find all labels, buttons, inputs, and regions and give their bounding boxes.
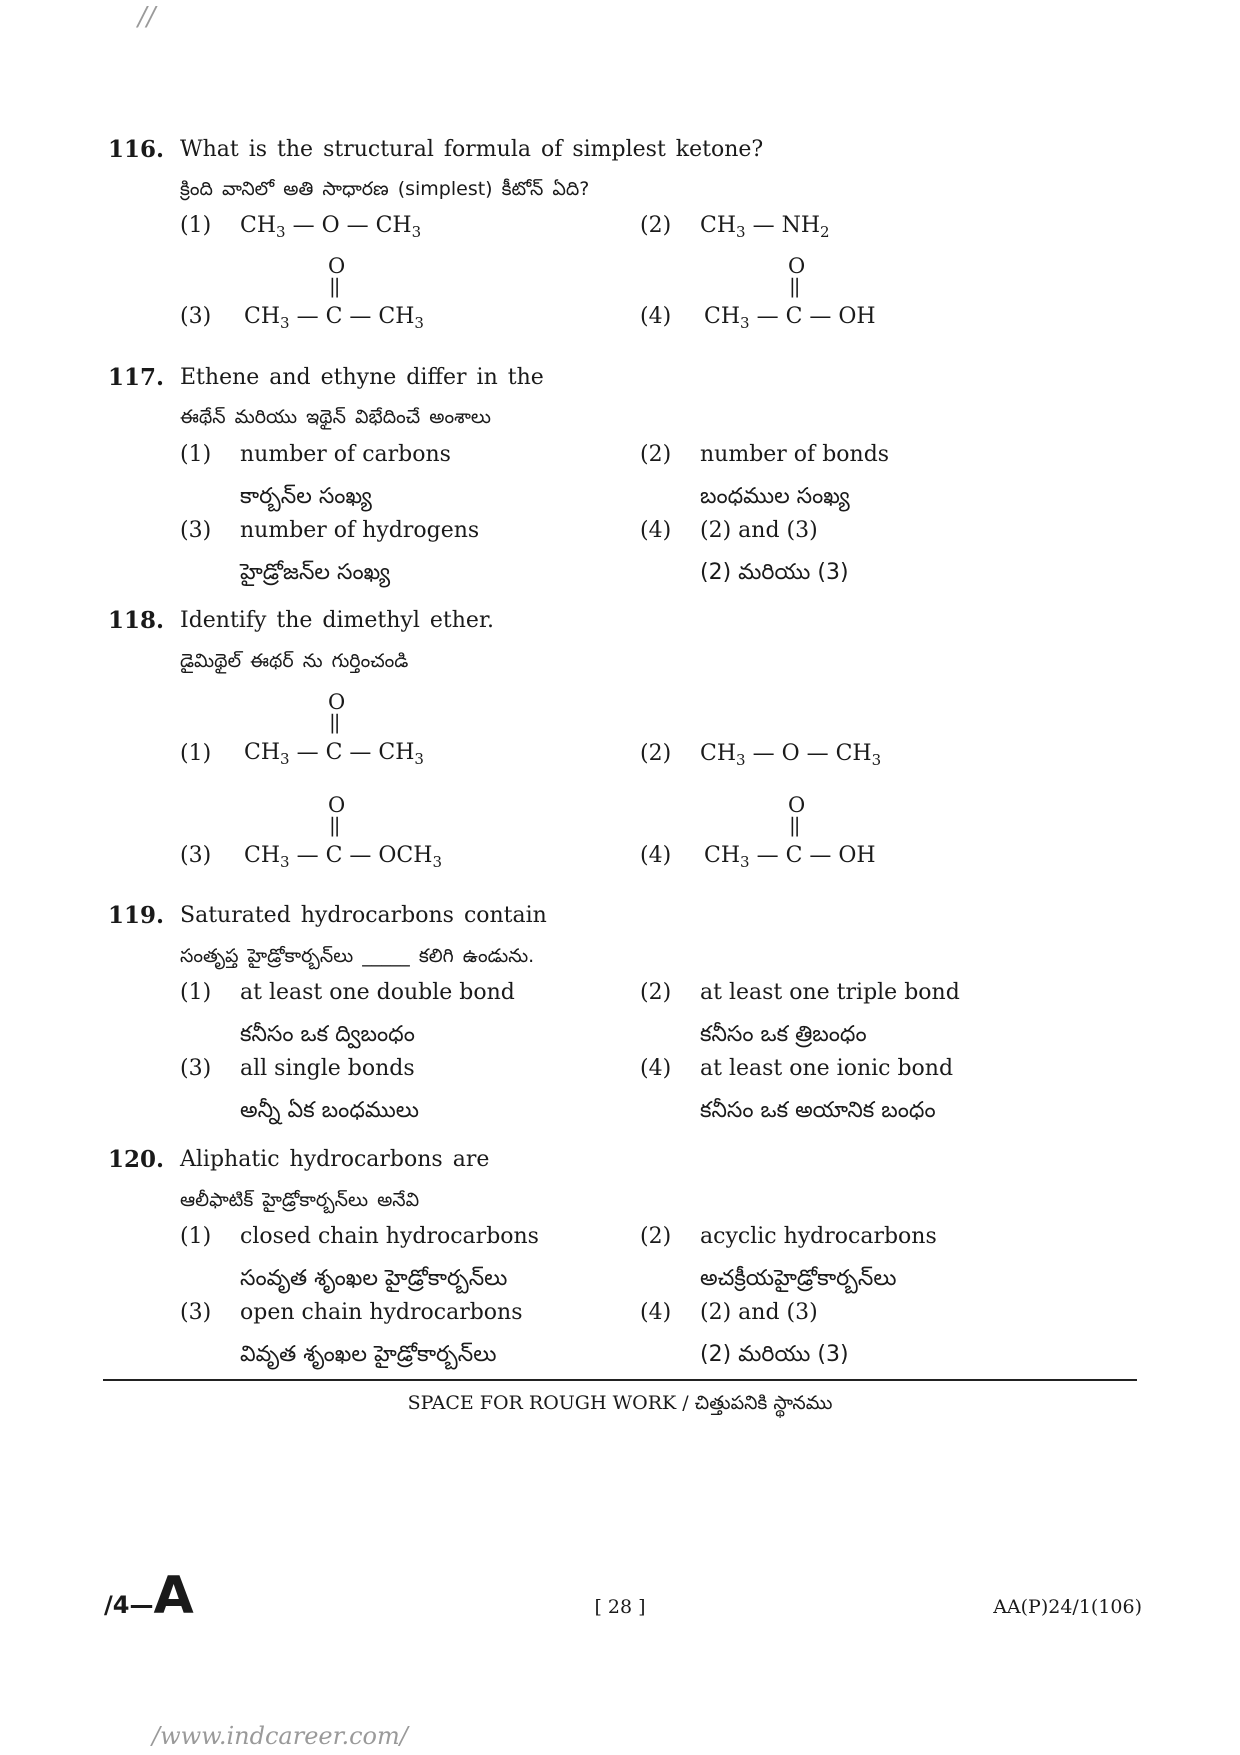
question-number: 119. <box>108 902 165 929</box>
option-number: (1) <box>180 980 212 1005</box>
option-text-te: కనీసం ఒక అయానిక బంధం <box>700 1098 936 1123</box>
page-number: [ 28 ] <box>594 1596 646 1618</box>
option-number: (4) <box>640 304 672 329</box>
option-text-en: all single bonds <box>240 1056 415 1081</box>
option-text-en: closed chain hydrocarbons <box>240 1224 539 1249</box>
question-text-en: Identify the dimethyl ether. <box>180 608 495 633</box>
formula-line: $CH_3$ — C — $CH_3$ <box>244 740 424 768</box>
option-text-te: కనీసం ఒక త్రిబంధం <box>700 1022 867 1047</box>
option-number: (3) <box>180 518 212 543</box>
option-text-te: (2) మరియు (3) <box>700 560 849 585</box>
option-text-te: కనీసం ఒక ద్విబంధం <box>240 1022 415 1047</box>
option-text-te: బంధముల సంఖ్య <box>700 484 850 509</box>
carbonyl-oxygen: O <box>328 690 346 714</box>
structural-formula <box>244 793 444 873</box>
option-formula: $CH_3$ — O — $CH_3$ <box>240 213 422 241</box>
question-text-en: Saturated hydrocarbons contain <box>180 903 547 928</box>
option-text-te: హైడ్రోజన్‌ల సంఖ్య <box>240 560 391 585</box>
corner-mark: // <box>138 2 156 32</box>
double-bond: || <box>789 274 799 298</box>
option-text-en: at least one triple bond <box>700 980 960 1005</box>
option-number: (1) <box>180 213 212 238</box>
question-number: 120. <box>108 1146 165 1173</box>
structural-formula <box>704 254 904 334</box>
option-text-te: వివృత శృంఖల హైడ్రోకార్బన్‌లు <box>240 1342 497 1367</box>
option-text-te: కార్బన్‌ల సంఖ్య <box>240 484 372 509</box>
option-text-en: acyclic hydrocarbons <box>700 1224 937 1249</box>
double-bond: || <box>329 710 339 734</box>
option-number: (2) <box>640 980 672 1005</box>
booklet-letter: A <box>153 1566 194 1626</box>
question-number: 116. <box>108 136 165 163</box>
booklet-code: AA(P)24/1(106) <box>993 1596 1142 1618</box>
option-text-en: number of carbons <box>240 442 451 467</box>
formula-line: $CH_3$ — C — $CH_3$ <box>244 304 424 332</box>
question-text-te: డైమిథైల్ ఈథర్ ను గుర్తించండి <box>180 650 409 672</box>
option-text-en: number of hydrogens <box>240 518 480 543</box>
carbonyl-oxygen: O <box>788 793 806 817</box>
option-number: (3) <box>180 1056 212 1081</box>
option-number: (4) <box>640 1300 672 1325</box>
option-text-en: (2) and (3) <box>700 1300 818 1325</box>
question-text-te: ఈథేన్ మరియు ఇథైన్ విభేదించే అంశాలు <box>180 406 491 428</box>
question-text-en: What is the structural formula of simplest ketone? <box>180 137 764 162</box>
option-number: (2) <box>640 1224 672 1249</box>
option-number: (1) <box>180 741 212 766</box>
option-text-te: (2) మరియు (3) <box>700 1342 849 1367</box>
carbonyl-oxygen: O <box>788 254 806 278</box>
carbonyl-oxygen: O <box>328 254 346 278</box>
option-text-en: at least one ionic bond <box>700 1056 954 1081</box>
option-number: (3) <box>180 1300 212 1325</box>
question-number: 118. <box>108 607 165 634</box>
option-number: (2) <box>640 213 672 238</box>
question-text-en: Ethene and ethyne differ in the <box>180 365 544 390</box>
option-text-te: అచక్రీయహైడ్రోకార్బన్‌లు <box>700 1266 897 1291</box>
double-bond: || <box>789 813 799 837</box>
section-divider <box>103 1379 1137 1381</box>
formula-line: $CH_3$ — C — OH <box>704 843 876 871</box>
formula-line: $CH_3$ — C — OH <box>704 304 876 332</box>
option-text-te: అన్నీ ఏక బంధములు <box>240 1098 419 1123</box>
option-text-en: open chain hydrocarbons <box>240 1300 523 1325</box>
question-text-en: Aliphatic hydrocarbons are <box>180 1147 490 1172</box>
watermark-url: /www.indcareer.com/ <box>152 1722 408 1750</box>
option-text-en: number of bonds <box>700 442 890 467</box>
option-number: (1) <box>180 1224 212 1249</box>
question-text-te: సంతృప్త హైడ్రోకార్బన్‌లు _____ కలిగి ఉండును. <box>180 945 535 967</box>
option-text-en: (2) and (3) <box>700 518 818 543</box>
booklet-prefix: /4— <box>104 1591 154 1619</box>
question-text-te: క్రింది వానిలో అతి సాధారణ (simplest) కీటోన్ ఏది? <box>180 178 590 200</box>
option-number: (3) <box>180 304 212 329</box>
structural-formula <box>244 690 444 770</box>
rough-work-label: SPACE FOR ROUGH WORK / చిత్తుపనికి స్థానము <box>407 1392 833 1414</box>
structural-formula <box>704 793 904 873</box>
option-text-te: సంవృత శృంఖల హైడ్రోకార్బన్‌లు <box>240 1266 508 1291</box>
option-number: (4) <box>640 1056 672 1081</box>
option-formula: $CH_3$ — $NH_2$ <box>700 213 830 241</box>
double-bond: || <box>329 274 339 298</box>
formula-line: $CH_3$ — C — $OCH_3$ <box>244 843 442 871</box>
option-number: (3) <box>180 843 212 868</box>
option-text-en: at least one double bond <box>240 980 515 1005</box>
carbonyl-oxygen: O <box>328 793 346 817</box>
option-formula: $CH_3$ — O — $CH_3$ <box>700 741 882 769</box>
option-number: (4) <box>640 518 672 543</box>
double-bond: || <box>329 813 339 837</box>
option-number: (4) <box>640 843 672 868</box>
structural-formula <box>244 254 444 334</box>
option-number: (1) <box>180 442 212 467</box>
question-text-te: ఆలీఫాటిక్ హైడ్రోకార్బన్‌లు అనేవి <box>180 1189 420 1211</box>
option-number: (2) <box>640 442 672 467</box>
question-number: 117. <box>108 364 165 391</box>
option-number: (2) <box>640 741 672 766</box>
